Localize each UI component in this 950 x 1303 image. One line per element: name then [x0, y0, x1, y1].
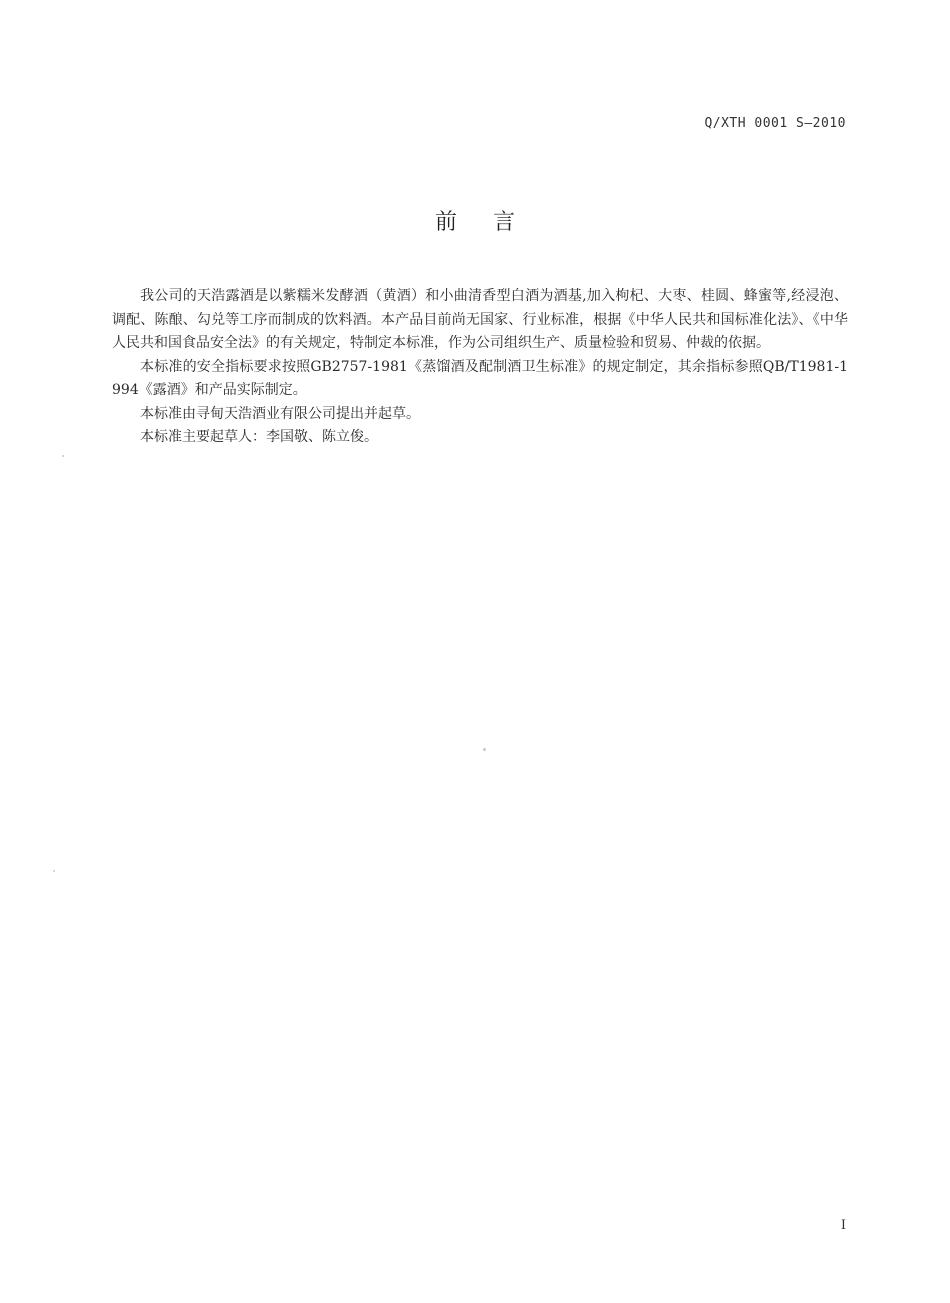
paragraph-safety-indicators: 本标准的安全指标要求按照GB2757-1981《蒸馏酒及配制酒卫生标准》的规定制定，其余指标参照QB/T1981-1994《露酒》和产品实际制定。: [112, 358, 848, 398]
scan-speck: [62, 455, 64, 457]
page-title: 前言: [434, 210, 551, 235]
page-number: I: [840, 1218, 846, 1233]
scan-speck: [53, 870, 55, 872]
scan-speck: [483, 748, 486, 751]
paragraph-proposer: 本标准由寻甸天浩酒业有限公司提出并起草。: [140, 405, 420, 422]
paragraph-product-description: 我公司的天浩露酒是以紫糯米发酵酒（黄酒）和小曲清香型白酒为酒基,加入枸杞、大枣、桂圆、蜂蜜等,经浸泡、调配、陈酿、勾兑等工序而制成的饮料酒。本产品目前尚无国家、行业标准，根据《中华人民共和国标准化法》、《中华人民共和国食品安全法》的有关规定，特制定本标准，作为公司组织生产、质量检验和贸易、仲裁的依据。: [112, 288, 848, 351]
standard-code: Q/XTH 0001 S—2010: [704, 116, 846, 131]
paragraph-drafters: 本标准主要起草人：李国敬、陈立俊。: [140, 429, 378, 445]
preface-body: [112, 285, 848, 450]
